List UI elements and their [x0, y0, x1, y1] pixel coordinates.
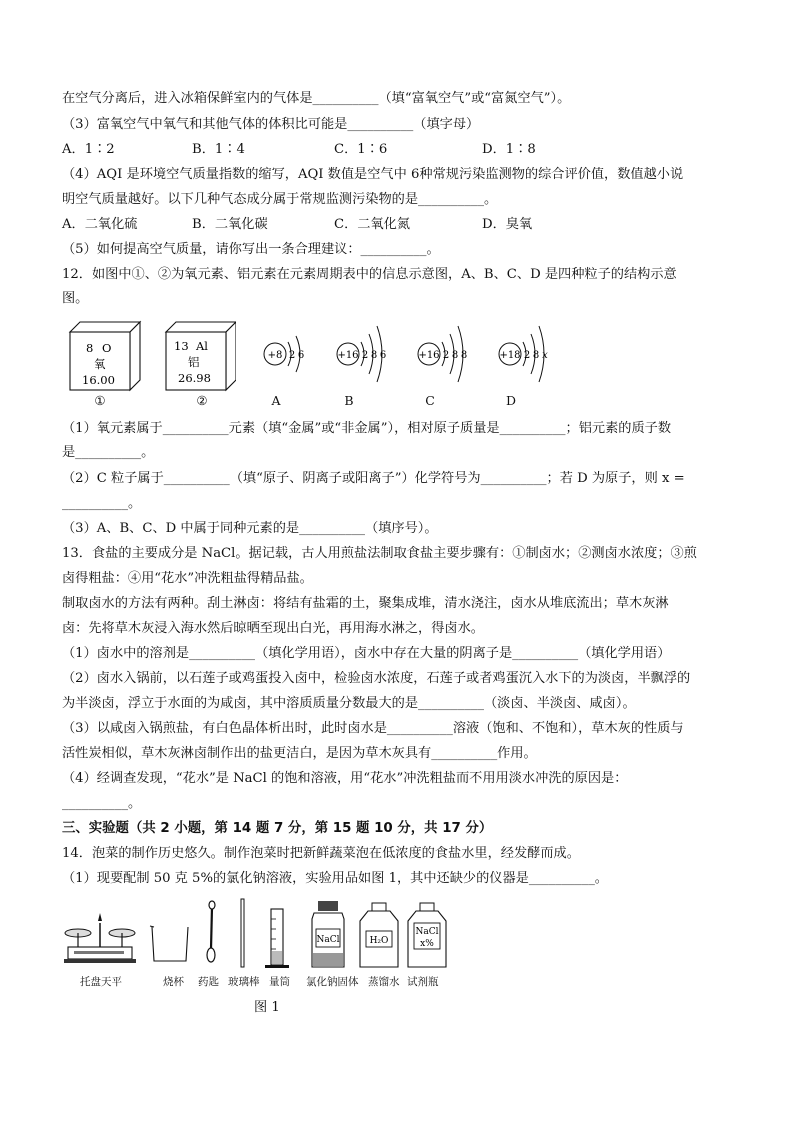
- aluminum-tile: [166, 322, 236, 390]
- atom-c-shell-2: 8: [451, 350, 459, 361]
- atom-d-shell-3: x: [542, 350, 548, 361]
- section-3-heading: 三、实验题（共 2 小题，第 14 题 7 分，第 15 题 10 分，共 17 分）: [62, 821, 493, 836]
- atom-label-c: C: [425, 393, 435, 408]
- aluminum-name: 铝: [188, 355, 200, 369]
- atom-c-shell-1: 2: [442, 350, 450, 361]
- atom-c-shell-3: 8: [460, 350, 468, 361]
- atom-a-nucleus: +8: [267, 350, 283, 361]
- aluminum-mass: 26.98: [178, 371, 211, 385]
- lab-equipment-figure: [62, 895, 452, 973]
- atom-label-b: B: [344, 393, 354, 408]
- option-b: B．1∶4: [192, 142, 245, 157]
- question-4-aqi: （4）AQI 是环境空气质量指数的缩写，AQI 数值是空气中 6种常规污染监测物的综合评价值，数值越小说: [62, 167, 684, 182]
- text-line: __________。: [62, 796, 142, 811]
- atom-a-shell-1: 2: [288, 350, 296, 361]
- beaker-icon: [150, 926, 188, 961]
- nacl-bottle-icon: [312, 901, 344, 967]
- text-line: 卤：先将草木灰浸入海水然后晾晒至现出白光，再用海水淋之，得卤水。: [62, 621, 484, 636]
- oxygen-name: 氧: [94, 357, 106, 371]
- option-b: B．二氧化碳: [192, 217, 268, 232]
- question-12-2: （2）C 粒子属于__________（填“原子、阴离子或阳离子”）化学符号为__________；若 D 为原子，则 x =: [62, 471, 685, 486]
- brine-methods: 制取卤水的方法有两种。刮土淋卤：将结有盐霜的土，聚集成堆，清水浇注，卤水从堆底流出；草木灰淋: [62, 596, 669, 611]
- question-12-stem: 12．如图中①、②为氧元素、铝元素在元素周期表中的信息示意图，A、B、C、D 是四种粒子的结构示意: [62, 267, 677, 282]
- element-tiles-figure: [66, 318, 236, 396]
- text-line: 在空气分离后，进入冰箱保鲜室内的气体是__________（填“富氧空气”或“富氮空气”）。: [62, 91, 571, 106]
- spoon-icon: [207, 901, 215, 962]
- water-bottle-icon: [360, 903, 398, 967]
- option-a: A．二氧化硫: [62, 217, 138, 232]
- atom-d-nucleus: +18: [499, 350, 521, 361]
- atom-b-nucleus: +16: [337, 350, 359, 361]
- reagent-bottle-label-2: x%: [420, 939, 434, 949]
- water-bottle-label: H₂O: [369, 936, 389, 946]
- oxygen-number: 8: [86, 341, 94, 355]
- question-12-1: （1）氧元素属于__________元素（填“金属”或“非金属”），相对原子质量是__________；铝元素的质子数: [62, 421, 672, 436]
- option-c: C．1∶6: [334, 142, 388, 157]
- caption-beaker: 烧杯: [163, 976, 184, 988]
- nacl-bottle-label: NaCl: [316, 935, 340, 945]
- question-3-air-ratio: （3）富氧空气中氧气和其他气体的体积比可能是__________（填字母）: [62, 117, 480, 132]
- atom-label-d: D: [505, 393, 517, 408]
- question-14-1: （1）现要配制 50 克 5%的氯化钠溶液，实验用品如图 1，其中还缺少的仪器是__________。: [62, 871, 608, 886]
- tile-label-2: ②: [196, 393, 208, 408]
- option-d: D．1∶8: [482, 142, 536, 157]
- atom-b-shell-1: 2: [361, 350, 369, 361]
- options-row: [62, 141, 734, 159]
- text-line: __________。: [62, 496, 142, 511]
- reagent-bottle-label-1: NaCl: [415, 927, 439, 937]
- atom-c-nucleus: +16: [418, 350, 440, 361]
- balance-icon: [64, 913, 136, 963]
- atom-b-shell-3: 6: [379, 350, 387, 361]
- atom-b-shell-2: 8: [370, 350, 378, 361]
- question-13-1: （1）卤水中的溶剂是__________（填化学用语），卤水中存在大量的阴离子是__________（填化学用语）: [62, 646, 671, 661]
- caption-balance: 托盘天平: [80, 976, 122, 988]
- aluminum-symbol: Al: [196, 339, 208, 353]
- question-14-stem: 14．泡菜的制作历史悠久。制作泡菜时把新鲜蔬菜泡在低浓度的食盐水里，经发酵而成。: [62, 846, 580, 861]
- text-line: 明空气质量越好。以下几种气态成分属于常规监测污染物的是__________。: [62, 192, 498, 207]
- text-line: 是__________。: [62, 445, 155, 460]
- reagent-bottle-icon: [408, 903, 446, 967]
- atom-label-a: A: [271, 393, 281, 408]
- figure-1-caption: 图 1: [254, 1000, 280, 1015]
- atom-d-shell-2: 8: [532, 350, 540, 361]
- text-line: 为半淡卤，浮立于水面的为咸卤，其中溶质质量分数最大的是__________（淡卤、半淡卤、咸卤）。: [62, 696, 636, 711]
- caption-spoon: 药匙: [198, 976, 219, 988]
- tile-label-1: ①: [94, 393, 106, 408]
- question-13-stem: 13．食盐的主要成分是 NaCl。据记载，古人用煎盐法制取食盐主要步骤有：①制卤水；②测卤水浓度；③煎: [62, 546, 697, 561]
- text-line: 图。: [62, 291, 89, 306]
- graduated-cylinder-icon: [265, 909, 289, 968]
- caption-distilled-water: 蒸馏水: [368, 976, 400, 988]
- options-row: [62, 216, 734, 234]
- glass-rod-icon: [241, 899, 244, 967]
- question-13-4: （4）经调查发现，“花水”是 NaCl 的饱和溶液，用“花水”冲洗粗盐而不用用淡水冲洗的原因是：: [62, 771, 628, 786]
- atom-c: [418, 326, 467, 382]
- atom-d: [499, 326, 548, 382]
- option-a: A．1∶2: [62, 142, 115, 157]
- question-13-2: （2）卤水入锅前，以石莲子或鸡蛋投入卤中，检验卤水浓度，石莲子或者鸡蛋沉入水下的为淡卤，半飘浮的: [62, 671, 691, 686]
- caption-cylinder: 量筒: [269, 976, 290, 988]
- caption-nacl-solid: 氯化钠固体: [306, 976, 359, 988]
- atom-d-shell-1: 2: [523, 350, 531, 361]
- atom-a-shell-2: 6: [297, 350, 305, 361]
- question-12-3: （3）A、B、C、D 中属于同种元素的是__________（填序号）。: [62, 521, 438, 536]
- text-line: 卤得粗盐：④用“花水”冲洗粗盐得精品盐。: [62, 571, 313, 586]
- question-5-suggestion: （5）如何提高空气质量，请你写出一条合理建议：__________。: [62, 242, 440, 257]
- text-line: 活性炭相似，草木灰淋卤制作出的盐更洁白，是因为草木灰具有__________作用。: [62, 746, 537, 761]
- option-d: D．臭氧: [482, 217, 533, 232]
- atom-structure-figure: [258, 316, 558, 394]
- option-c: C．二氧化氮: [334, 217, 411, 232]
- oxygen-mass: 16.00: [82, 373, 115, 387]
- caption-glass-rod: 玻璃棒: [228, 976, 260, 988]
- question-13-3: （3）以咸卤入锅煎盐，有白色晶体析出时，此时卤水是__________溶液（饱和、不饱和），草木灰的性质与: [62, 721, 684, 736]
- oxygen-symbol: O: [102, 341, 112, 355]
- caption-reagent-bottle: 试剂瓶: [407, 976, 439, 988]
- atom-a: [264, 336, 304, 372]
- oxygen-tile: [70, 322, 140, 390]
- aluminum-number: 13: [174, 339, 189, 353]
- atom-b: [337, 326, 386, 382]
